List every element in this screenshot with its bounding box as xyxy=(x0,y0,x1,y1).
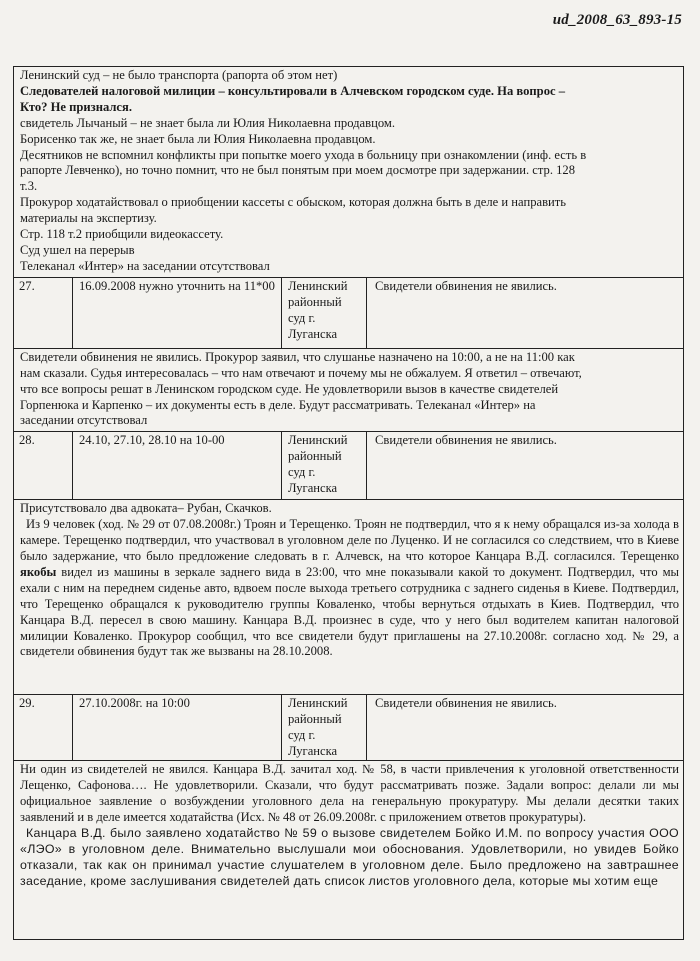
hearing-result: Свидетели обвинения не явились. xyxy=(375,433,557,448)
paragraph-text: видел из машины в зеркале заднего вида в 23:00, что мне показывали какой то документ. Подтвердил, что мы ехали с ним на переднем сиденье авто, вдвоем после выхода третьего сотрудника с заднего сиденья в Киеве. Подтвердил, что Терещенко обращался к руководителю группы Коваленко, чтобы вернуться отдыхать в Киев. Подтвердил, что Канцара В.Д. пересел в свою машину. Канцара В.Д. произнес в суде, что у него был водителем капитан налоговой милиции Коваленко. Прокурор сообщил, что все свидетели будут приглашены на 27.10.2008г. согласно ход. № 29, а свидетели обвинения будут так же вызваны на 28.10.2008. xyxy=(20,564,680,659)
text-line: Ленинский суд – не было транспорта (рапорта об этом нет) xyxy=(20,68,338,82)
table-row xyxy=(14,695,683,761)
row-number: 29. xyxy=(14,695,73,760)
row-number: 27. xyxy=(14,278,73,348)
hearing-date: 24.10, 27.10, 28.10 на 10-00 xyxy=(73,432,282,499)
court-line: Ленинский xyxy=(288,278,348,293)
court-line: Луганска xyxy=(288,326,338,341)
text-line: заседании отсутствовал xyxy=(20,413,148,428)
hearing-date: 27.10.2008г. на 10:00 xyxy=(73,695,282,760)
bold-word: якобы xyxy=(20,564,57,579)
notes-block-3 xyxy=(14,500,683,695)
hearing-date: 16.09.2008 нужно уточнить на 11*00 xyxy=(73,278,282,348)
text-line: Телеканал «Интер» на заседании отсутствовал xyxy=(20,258,270,273)
court-name xyxy=(282,695,367,760)
text-line: свидетель Лычаный – не знает была ли Юлия Николаевна продавцом. xyxy=(20,115,395,130)
text-line: Кто? Не признался. xyxy=(20,99,132,114)
notes-block-4 xyxy=(14,761,683,940)
text-line: т.3. xyxy=(20,179,38,194)
text-line: Суд ушел на перерыв xyxy=(20,242,135,257)
text-line: что все вопросы решат в Ленинском городском суде. Не удовлетворили вызов в качестве свидетелей xyxy=(20,381,559,396)
court-line: Луганска xyxy=(288,481,338,496)
document-id: ud_2008_63_893-15 xyxy=(552,12,682,28)
row-number: 28. xyxy=(14,432,73,499)
table-row xyxy=(14,278,683,349)
court-line: районный xyxy=(288,712,342,727)
hearing-table xyxy=(13,66,684,940)
text-line: Десятников не вспомнил конфликты при попытке моего ухода в больницу при ознакомлении (инф. есть в xyxy=(20,147,587,162)
paragraph-text: Из 9 человек (ход. № 29 от 07.08.2008г.) Троян и Терещенко. Троян не подтвердил, что я к нему обращался из-за холода в камере. Терещенко подтвердил, что участвовал в уголовном деле по Луценко. И не согласился со следствием, что в Киеве было задержание, что было предложение следовать в г. Алчевск, на что которое Канцара В.Д. согласился. Терещенко xyxy=(20,517,679,564)
hearing-result: Свидетели обвинения не явились. xyxy=(375,278,557,293)
text-line: Присутствовало два адвоката– Рубан, Скачков. xyxy=(20,501,272,516)
notes-block-2 xyxy=(14,349,683,433)
court-name xyxy=(282,432,367,499)
court-line: Ленинский xyxy=(288,696,348,711)
court-name xyxy=(282,278,367,348)
text-line: материалы на экспертизу. xyxy=(20,211,157,226)
text-line: Прокурор ходатайствовал о приобщении кассеты с обыском, которая должна быть в деле и направить xyxy=(20,195,567,210)
court-line: Луганска xyxy=(288,744,338,759)
hearing-result: Свидетели обвинения не явились. xyxy=(375,696,557,711)
paragraph: Ни один из свидетелей не явился. Канцара В.Д. зачитал ход. № 58, в части привлечения к уголовной ответственности Лещенко, Сафонова…. Не удовлетворили. Сказали, что будут рассматривать позже. Задали вопрос: делали ли мы официальное заявление о возбуждении уголовного дела на генеральную прокуратуру. Мы делали десятки таких заявлений и в деле имеется ходатайства (Исх. № 48 от 26.09.2008г. с приложением ответов прокуратуры). xyxy=(20,762,679,825)
notes-block-1 xyxy=(14,67,683,278)
court-line: суд г. xyxy=(288,310,316,325)
court-line: районный xyxy=(288,294,342,309)
text-line: нам сказали. Судья интересовалась – что нам отвечают и почему мы не обжалуем. Я ответил – отвечают, xyxy=(20,365,582,380)
court-line: районный xyxy=(288,449,342,464)
court-line: Ленинский xyxy=(288,433,348,448)
text-line: Стр. 118 т.2 приобщили видеокассету. xyxy=(20,227,224,242)
court-line: суд г. xyxy=(288,465,316,480)
table-row xyxy=(14,432,683,500)
paragraph xyxy=(20,517,679,660)
text-line: Свидетели обвинения не явились. Прокурор заявил, что слушанье назначено на 10:00, а не на 11:00 как xyxy=(20,349,575,364)
court-line: суд г. xyxy=(288,728,316,743)
paragraph: Канцара В.Д. было заявлено ходатайство № 59 о вызове свидетелем Бойко И.М. по вопросу участия ООО «ЛЭО» в уголовном деле. Внимательно выслушали мои обоснования. Удовлетворили, но увидев Бойко отказали, так как он принимал участие слушателем в уголовном деле. Было предложено на завтрашнее заседание, кроме заслушивания свидетелей дать список листов уголовного дела, которые мы хотим еще xyxy=(20,825,679,888)
text-line: рапорте Левченко), но точно помнит, что не был понятым при моем досмотре при задержании. стр. 128 xyxy=(20,163,576,178)
text-line: Следователей налоговой милиции – консультировали в Алчевском городском суде. На вопрос – xyxy=(20,83,566,98)
text-line: Горпенюка и Карпенко – их документы есть в деле. Будут рассматривать. Телеканал «Интер» на xyxy=(20,397,536,412)
text-line: Борисенко так же, не знает была ли Юлия Николаевна продавцом. xyxy=(20,131,376,146)
